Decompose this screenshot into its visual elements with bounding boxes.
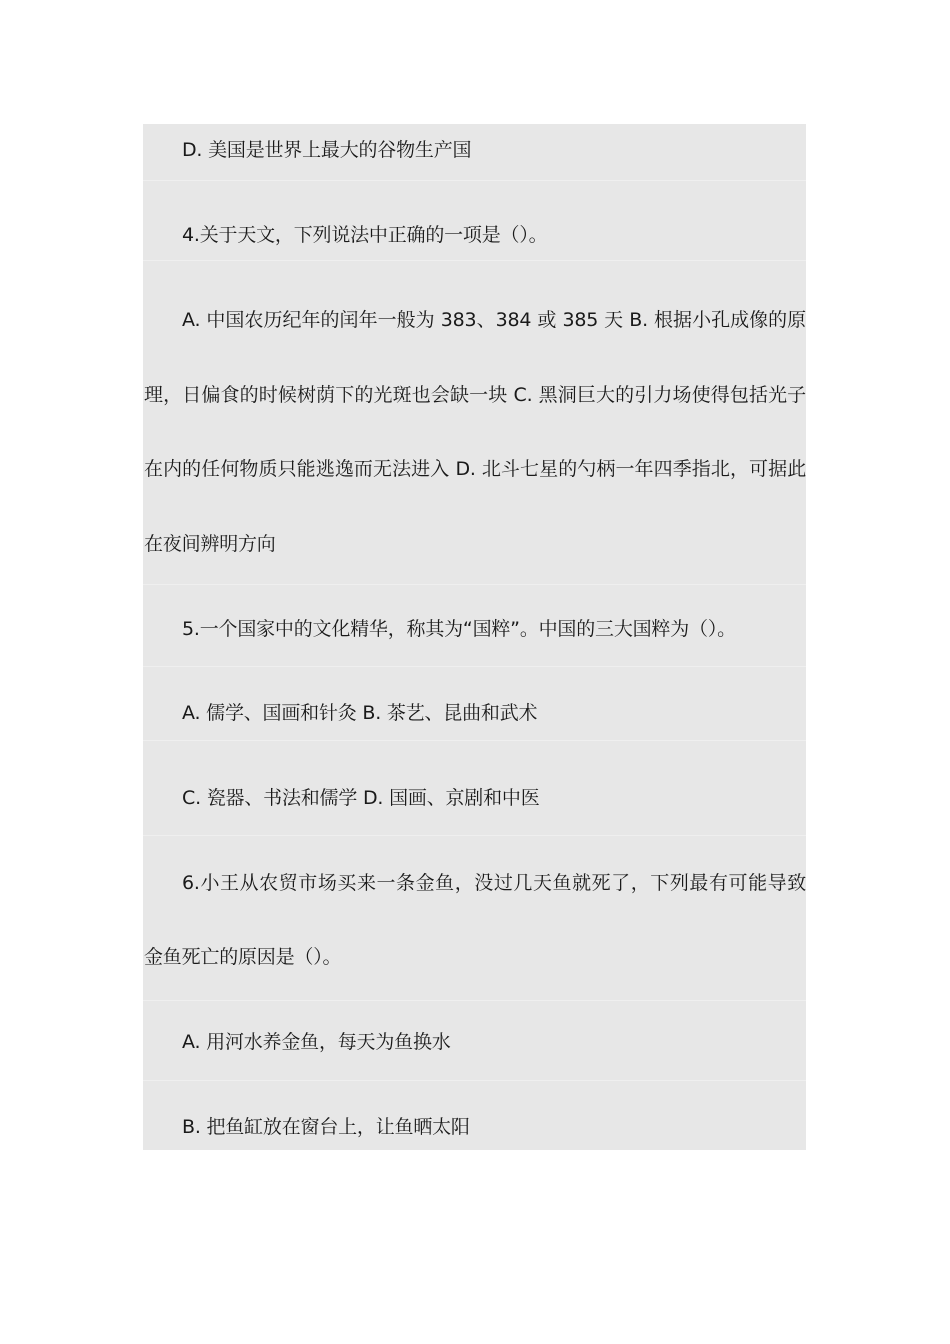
row-divider [143, 260, 806, 261]
row-divider [143, 1000, 806, 1001]
option-line: 理，日偏食的时候树荫下的光斑也会缺一块 C. 黑洞巨大的引力场使得包括光子 [144, 384, 806, 406]
row-divider [143, 666, 806, 667]
row-divider [143, 584, 806, 585]
option-line: A. 中国农历纪年的闰年一般为 383、384 或 385 天 B. 根据小孔成像的原 [182, 309, 806, 331]
question-line: 4.关于天文，下列说法中正确的一项是（）。 [182, 224, 548, 246]
question-line: 6.小王从农贸市场买来一条金鱼，没过几天鱼就死了，下列最有可能导致 [182, 872, 806, 894]
option-line: B. 把鱼缸放在窗台上，让鱼晒太阳 [182, 1116, 470, 1138]
row-divider [143, 835, 806, 836]
row-divider [143, 740, 806, 741]
option-line: 在夜间辨明方向 [144, 533, 276, 555]
option-line: A. 儒学、国画和针灸 B. 茶艺、昆曲和武术 [182, 702, 538, 724]
row-divider [143, 1080, 806, 1081]
option-line: 在内的任何物质只能逃逸而无法进入 D. 北斗七星的勺柄一年四季指北，可据此 [144, 458, 806, 480]
row-divider [143, 180, 806, 181]
option-line: A. 用河水养金鱼，每天为鱼换水 [182, 1031, 451, 1053]
option-line: D. 美国是世界上最大的谷物生产国 [182, 139, 472, 161]
question-line: 5.一个国家中的文化精华，称其为“国粹”。中国的三大国粹为（）。 [182, 618, 736, 640]
option-line: C. 瓷器、书法和儒学 D. 国画、京剧和中医 [182, 787, 540, 809]
question-line: 金鱼死亡的原因是（）。 [144, 946, 342, 968]
